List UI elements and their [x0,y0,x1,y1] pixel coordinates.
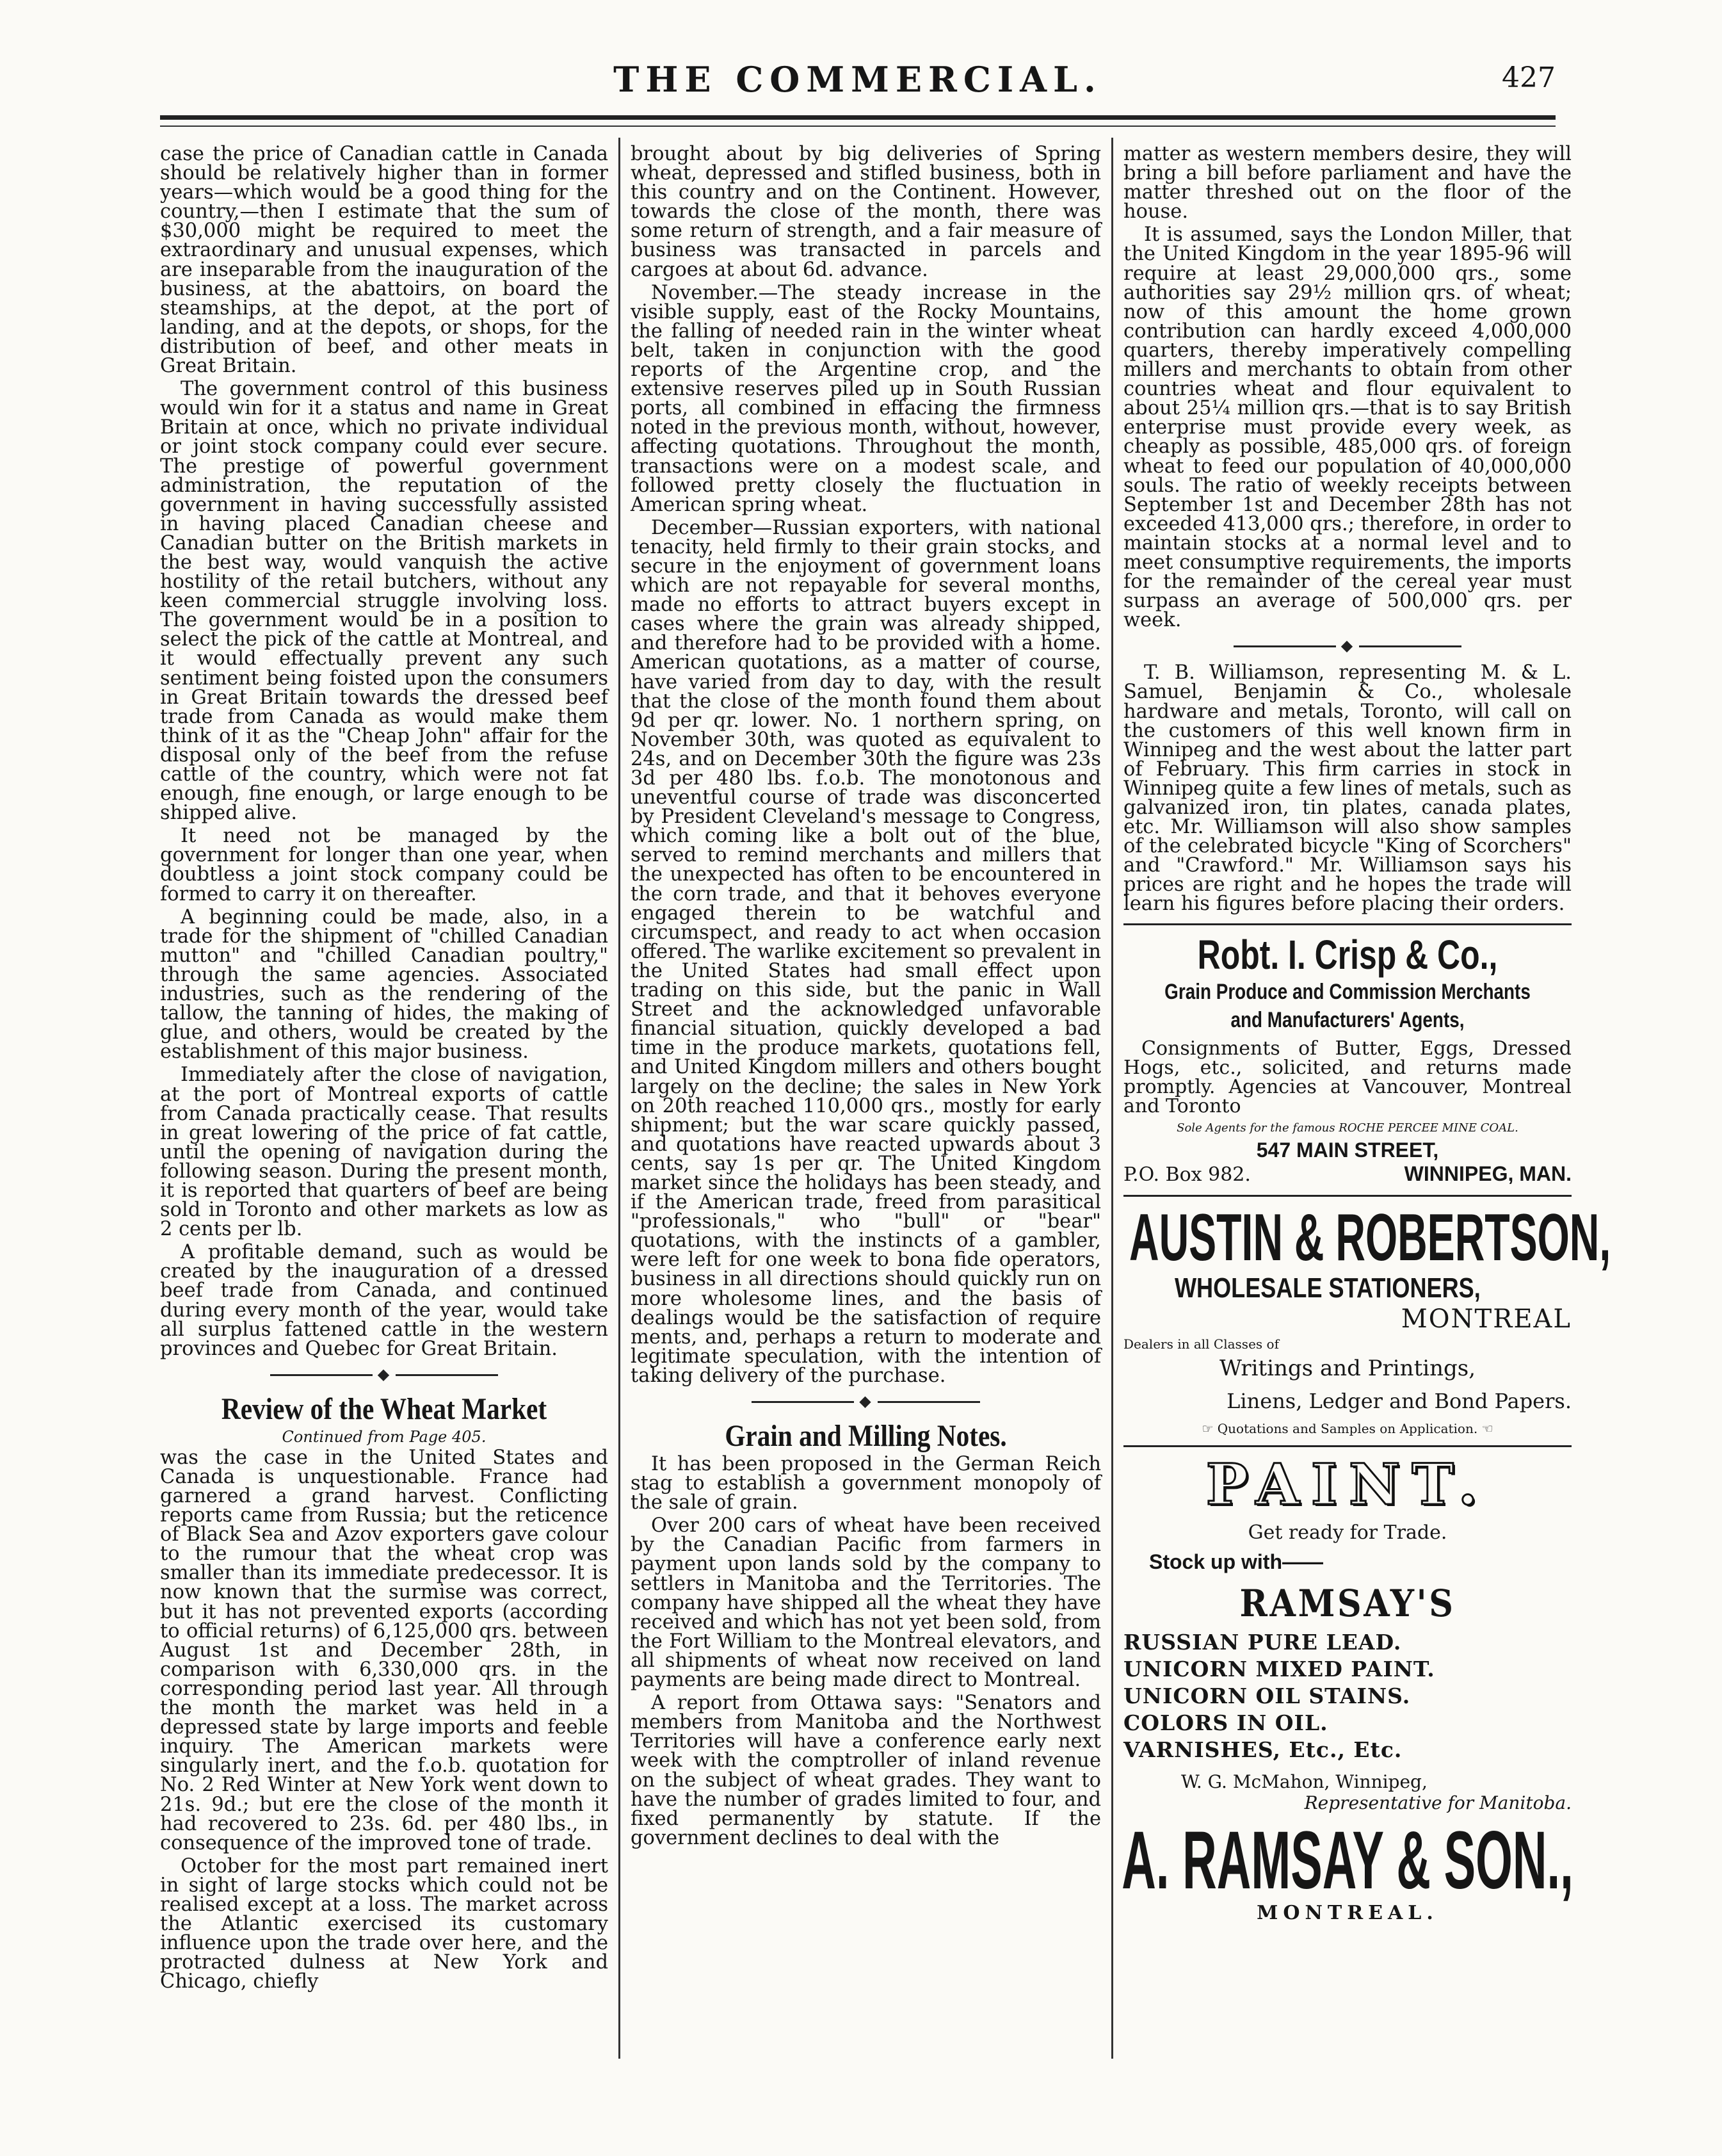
austin-robertson-advertisement [1123,1200,1611,1436]
section-ornament: ◆ [160,1365,608,1383]
paint-firm-name: A. RAMSAY & SON., [1122,1814,1573,1906]
austin-quotations: ☞ Quotations and Samples on Application. ☜ [1202,1420,1493,1436]
col1-paragraph: case the price of Canadian cattle in Canada should be relatively higher than in former years—which would be a good thing for the country,—then I estimate that the sum of $30,000 might be required to meet the extraordinary and unusual expenses, which are inseparable from the inauguration of the business, at the abattoirs, on board the steamships, at the depot, at the port of landing, and at the depots, or shops, for the distribution of beef, and other meats in Great Britain. [160,143,608,378]
col1-paragraph: A beginning could be made, also, in a trade for the shipment of "chilled Canadian mutton" and "chilled Canadian poultry," through the same agencies. Associated industries, such as the rendering of the tallow, the tanning of hides, the making of glue, and others, would be created by the establishment of this major business. [160,905,608,1064]
section-ornament: ◆ [631,1392,1101,1410]
austin-linens: Linens, Ledger and Bond Papers. [1227,1388,1572,1413]
col1-paragraph: It need not be managed by the government for longer than one year, when doubtless a joint stock company could be formed to carry it on thereafter. [160,825,608,905]
paint-ramsays: RAMSAY'S [1239,1581,1456,1625]
ad-rule [1123,1445,1572,1447]
col1-wheat-paragraph: was the case in the United States and Canada is unquestionable. France had garnered a grand harvest. Conflicting reports came from Russia; but the reticence of Black Sea and Azov exporters gave colour to the rumour that the wheat crop was smaller than its immediate predecessor. It is now known that the surmise was correct, but it has not prevented exports (according to official returns) of 6,125,000 qrs. between August 1st and December 28th, in comparison with 6,330,000 qrs. in the corresponding period last year. All through the month the market was held in a depressed state by large imports and feeble inquiry. The American markets were singularly inert, and the f.o.b. quotation for No. 2 Red Winter at New York went down to 21s. 9d.; but ere the close of the month it had recovered to 23s. 6d. per 480 lbs., in consequence of the improved tone of trade. [160,1446,608,1854]
paint-stockup: Stock up with—— [1149,1550,1323,1573]
ad-rule [1123,923,1572,925]
crisp-subtitle: and Manufacturers' Agents, [1230,1007,1465,1032]
crisp-advertisement [1123,932,1572,1186]
ramsay-paint-advertisement [1122,1450,1573,1924]
crisp-sole-agents: Sole Agents for the famous ROCHE PERCEE MINE COAL. [1177,1121,1518,1135]
crisp-name: Robt. I. Crisp & Co., [1197,931,1498,978]
austin-robertson-name: AUSTIN & ROBERTSON, [1129,1200,1611,1275]
wheat-market-heading: Review of the Wheat Market [221,1391,547,1426]
crisp-street: 547 MAIN STREET, [1256,1138,1439,1162]
austin-writings: Writings and Printings, [1219,1355,1476,1381]
ad-rule [1123,1195,1572,1197]
paint-product: UNICORN MIXED PAINT. [1123,1656,1435,1682]
crisp-body: Consignments of Butter, Eggs, Dressed Hogs, etc., solicited, and returns made promptly. Agencies at Vancouver, Montreal and Toronto [1123,1037,1572,1117]
masthead [160,59,1556,142]
col1-wheat-paragraph: October for the most part remained inert in sight of large stocks which could not be realised except at a loss. The market across the Atlantic exercised its customary influence upon the trade over here, and the protracted dulness at New York and Chicago, chiefly [160,1854,608,1993]
column-divider-1 [618,138,620,2059]
paint-firm-city: MONTREAL. [1257,1901,1438,1924]
austin-city: MONTREAL [1401,1304,1572,1334]
paint-product: VARNISHES, Etc., Etc. [1123,1737,1403,1762]
section-ornament: ◆ [1123,636,1572,654]
col2-paragraph: December—Russian exporters, with national tenacity, held firmly to their grain stocks, and secure in the enjoyment of government loans which are not repayable for several months, made no efforts to attract buyers except in cases where the grain was already shipped, and therefore had to be provided with a home. American quotations, as a matter of course, have varied from day to day, with the result that the close of the month found them about 9d per qr. lower. No. 1 northern spring, on November 30th, was quoted as equivalent to 24s, and on December 30th the figure was 23s 3d per 480 lbs. f.o.b. The monotonous and uneventful course of trade was disconcerted by President Cleveland's message to Congress, which coming like a bolt out of the blue, served to remind merchants and millers that the unexpected has often to be encountered in the corn trade, and that it behoves everyone engaged therein to be watchful and circumspect, and ready to act when occasion offered. The warlike excitement so prevalent in the United States had small effect upon trading on this side, but the panic in Wall Street and the acknowledged unfavorable financial situation, quickly developed a bad time in the produce markets, quotations fell, and United Kingdom millers and others bought largely on the decline; the sales in New York on 20th reached 110,000 qrs., mostly for early shipment; but the war scare quickly passed, and quotations have reacted upwards about 3 cents, say 1s per qr. The United Kingdom market since the holidays has been steady, and if the American trade, freed from parasitical "professionals," who "bull" or "bear" quotations, with the instincts of a gambler, were left for one week to bona fide operators, business in all directions should quickly run on more wholesome lines, and the basis of dealings would be the satisfaction of require ments, and, perhaps a return to moderate and legitimate speculation, with the intention of taking delivery of the purchase. [631,516,1101,1387]
column-1 [160,145,608,1995]
paint-rep-title: Representative for Manitoba. [1304,1792,1572,1813]
masthead-rule [160,115,1556,120]
williamson-notice: T. B. Williamson, representing M. & L. Samuel, Benjamin & Co., wholesale hardware and metals, Toronto, will call on the customers of this well known firm in Winnipeg and the west about the latter part of February. This firm carries in stock in Winnipeg quite a few lines of metals, such as galvanized iron, tin plates, canada plates, etc. Mr. Williamson will also show samples of the celebrated bicycle "King of Scorchers" and "Crawford." Mr. Williamson says his prices are right and he hopes the trade will learn his figures before placing their orders. [1123,661,1572,916]
paint-getready: Get ready for Trade. [1248,1521,1447,1544]
page-number: 427 [1502,61,1556,94]
grain-milling-heading: Grain and Milling Notes. [725,1419,1007,1453]
wheat-market-subhead: Continued from Page 405. [282,1427,487,1446]
masthead-rule-thin [160,126,1556,127]
col3-paragraph: matter as western members desire, they will bring a bill before parliament and have the matter threshed out on the floor of the house. [1123,143,1572,223]
crisp-city: WINNIPEG, MAN. [1404,1162,1572,1185]
crisp-box-line [1123,1162,1572,1186]
column-2 [631,145,1101,1852]
paint-rep-name: W. G. McMahon, Winnipeg, [1181,1771,1428,1792]
col2-grain-paragraph: A report from Ottawa says: "Senators and members from Manitoba and the Northwest Territories will have a conference early next week with the comptroller of inland revenue on the subject of wheat grades. They want to have the number of grades limited to four, and fixed permanently by statute. If the government declines to deal with the [631,1692,1101,1849]
column-divider-2 [1111,138,1113,2059]
col2-paragraph: brought about by big deliveries of Spring wheat, depressed and stifled business, both in this country and on the Continent. However, towards the close of the month, there was some return of strength, and a fair measure of business was transacted in parcels and cargoes at about 6d. advance. [631,143,1101,281]
column-3 [1122,143,1611,1924]
masthead-title: THE COMMERCIAL. [613,59,1102,100]
paint-title: PAINT. [1205,1450,1490,1518]
austin-wholesale: WHOLESALE STATIONERS, [1175,1272,1481,1304]
crisp-subtitle: Grain Produce and Commission Merchants [1164,979,1531,1004]
col1-paragraph: Immediately after the close of navigation, at the port of Montreal exports of cattle from Canada practically cease. That results in great lowering of the price of fat cattle, until the opening of navigation during the following season. During the present month, it is reported that quarters of beef are being sold in Toronto and other markets as low as 2 cents per lb. [160,1064,608,1241]
paint-product: COLORS IN OIL. [1123,1710,1328,1735]
austin-dealers: Dealers in all Classes of [1123,1336,1279,1352]
col2-grain-paragraph: It has been proposed in the German Reich stag to establish a government monopoly of the sale of grain. [631,1453,1101,1514]
col2-paragraph: November.—The steady increase in the visible supply, east of the Rocky Mountains, the falling of needed rain in the winter wheat belt, taken in conjunction with the good reports of the Argentine crop, and the extensive reserves piled up in South Russian ports, all combined in effacing the firmness noted in the previous month, without, however, affecting quotations. Throughout the month, transactions were on a modest scale, and followed pretty closely the fluctuation in American spring wheat. [631,281,1101,516]
col3-paragraph: It is assumed, says the London Miller, that the United Kingdom in the year 1895-96 will require at least 29,000,000 qrs., some authorities say 29½ million qrs. of wheat; now of this amount the home grown contribution can hardly exceed 4,000,000 quarters, thereby imperatively compelling millers and merchants to obtain from other countries wheat and flour equivalent to about 25¼ million qrs.—that is to say British enterprise must provide every week, as cheaply as possible, 485,000 qrs. of foreign wheat to feed our population of 40,000,000 souls. The ratio of weekly receipts between September 1st and December 28th has not exceeded 413,000 qrs.; therefore, in order to maintain stocks at a normal level and to meet consumptive requirements, the imports for the remainder of the cereal year must surpass an average of 500,000 qrs. per week. [1123,223,1572,632]
paint-product: RUSSIAN PURE LEAD. [1123,1629,1402,1655]
col1-paragraph: A profitable demand, such as would be created by the inauguration of a dressed beef trade from Canada, and continued during every month of the year, would take all surplus fattened cattle in the western provinces and Quebec for Great Britain. [160,1241,608,1360]
col2-grain-paragraph: Over 200 cars of wheat have been received by the Canadian Pacific from farmers in payment upon lands sold by the company to settlers in Manitoba and the Territories. The company have shipped all the wheat they have received and which has not yet been sold, from the Fort William to the Montreal elevators, and all shipments of wheat now received on land payments are being made direct to Montreal. [631,1514,1101,1692]
crisp-po-box: P.O. Box 982. [1123,1163,1251,1186]
paint-product: UNICORN OIL STAINS. [1123,1683,1411,1708]
col1-paragraph: The government control of this business would win for it a status and name in Great Britain at once, which no private individual or joint stock company could ever secure. The prestige of powerful government administration, the reputation of the government in having successfully assisted in having placed Canadian cheese and Canadian butter on the British markets in the best way, would vanquish the active hostility of the retail butchers, without any keen commercial struggle involving loss. The government would be in a position to select the pick of the cattle at Montreal, and it would effectually prevent any such sentiment being foisted upon the consumers in Great Britain towards the dressed beef trade from Canada as would make them think of it as the "Cheap John" affair for the disposal only of the beef from the refuse cattle of the country, which were not fat enough, fine enough, or large enough to be shipped alive. [160,378,608,825]
austin-quotations-text: Quotations and Samples on Application. [1217,1420,1478,1436]
